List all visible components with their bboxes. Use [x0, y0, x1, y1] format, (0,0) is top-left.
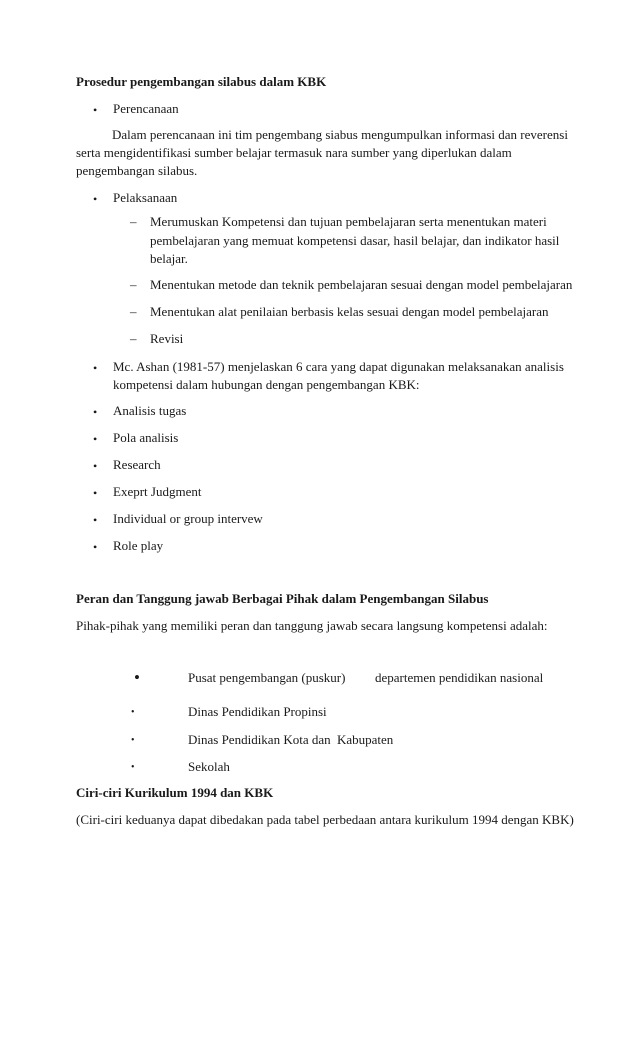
bullet-icon: •: [93, 540, 98, 554]
dash-icon: –: [130, 214, 137, 229]
sub-item-line: Menentukan alat penilaian berbasis kelas sesuai dengan model pembelajaran: [150, 304, 549, 319]
party-extra: Kabupaten: [337, 732, 394, 747]
dash-icon: –: [130, 331, 137, 346]
list-item-perencanaan: Perencanaan: [113, 101, 179, 116]
bullet-icon: •: [131, 735, 135, 746]
bullet-icon: •: [93, 459, 98, 473]
paragraph-line: Dalam perencanaan ini tim pengembang siabus mengumpulkan informasi dan reverensi: [112, 127, 568, 142]
list-item-method: Research: [113, 457, 161, 472]
sub-item-line: Revisi: [150, 331, 184, 346]
section-heading-ciri: Ciri-ciri Kurikulum 1994 dan KBK: [76, 785, 274, 800]
dash-icon: –: [130, 304, 137, 319]
bullet-icon: •: [93, 361, 98, 375]
sub-item-line: Merumuskan Kompetensi dan tujuan pembelajaran serta menentukan materi: [150, 214, 547, 229]
sub-item-line: belajar.: [150, 251, 188, 266]
bullet-icon: •: [93, 192, 98, 206]
bullet-icon: •: [93, 405, 98, 419]
bullet-icon: •: [93, 513, 98, 527]
paragraph-line: pengembangan silabus.: [76, 163, 198, 178]
list-item-method: Individual or group intervew: [113, 511, 263, 526]
list-item-method: Pola analisis: [113, 430, 179, 445]
list-item-pelaksanaan: Pelaksanaan: [113, 190, 178, 205]
section-heading-prosedur: Prosedur pengembangan silabus dalam KBK: [76, 74, 327, 89]
section-intro: Pihak-pihak yang memiliki peran dan tanggung jawab secara langsung kompetensi adalah:: [76, 618, 548, 633]
list-item-method: Exeprt Judgment: [113, 484, 202, 499]
bullet-icon: •: [131, 762, 135, 773]
bullet-icon: •: [93, 486, 98, 500]
party-name: Dinas Pendidikan Kota dan: [188, 732, 331, 747]
bullet-icon: •: [93, 103, 98, 117]
list-item-ashan-cont: kompetensi dalam hubungan dengan pengembangan KBK:: [113, 377, 420, 392]
section-heading-peran: Peran dan Tanggung jawab Berbagai Pihak dalam Pengembangan Silabus: [76, 591, 489, 606]
sub-item-line: Menentukan metode dan teknik pembelajaran sesuai dengan model pembelajaran: [150, 277, 573, 292]
bullet-icon: •: [93, 432, 98, 446]
list-item-method: Role play: [113, 538, 164, 553]
bullet-icon: •: [134, 668, 140, 687]
sub-item-line: pembelajaran yang memuat kompetensi dasar, hasil belajar, dan indikator hasil: [150, 233, 560, 248]
party-name: Pusat pengembangan (puskur): [188, 670, 346, 685]
list-item-ashan: Mc. Ashan (1981-57) menjelaskan 6 cara yang dapat digunakan melaksanakan analisis: [113, 359, 564, 374]
dash-icon: –: [130, 277, 137, 292]
list-item-method: Analisis tugas: [113, 403, 187, 418]
party-name: Dinas Pendidikan Propinsi: [188, 704, 327, 719]
party-name: Sekolah: [188, 759, 230, 774]
section-note: (Ciri-ciri keduanya dapat dibedakan pada tabel perbedaan antara kurikulum 1994 dengan KBK): [76, 812, 574, 827]
party-extra: departemen pendidikan nasional: [375, 670, 544, 685]
bullet-icon: •: [131, 707, 135, 718]
paragraph-line: serta mengidentifikasi sumber belajar termasuk nara sumber yang diperlukan dalam: [76, 145, 512, 160]
